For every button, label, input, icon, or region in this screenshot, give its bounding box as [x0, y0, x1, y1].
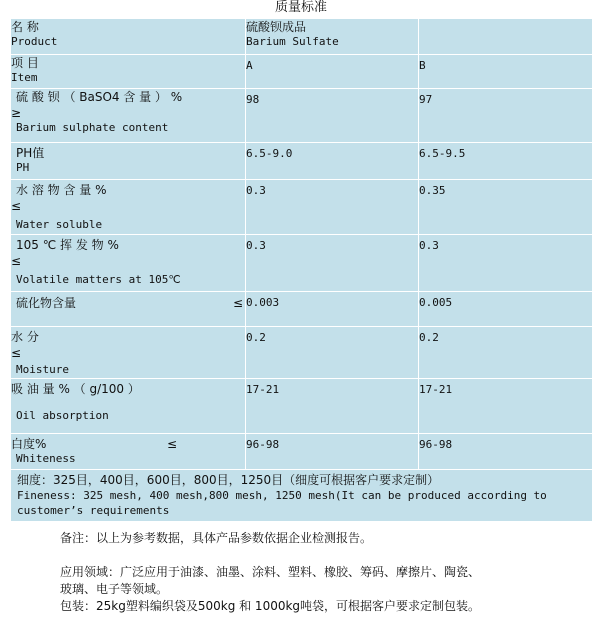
param-line: [11, 434, 245, 452]
value-b: 0.005: [419, 296, 453, 309]
value-b: 0.35: [419, 184, 446, 197]
value-b: 97: [419, 93, 433, 106]
value-a-cell: [246, 89, 419, 143]
value-b: 17-21: [419, 383, 453, 396]
param-name-zh: 水 分: [11, 330, 39, 344]
table-row: [11, 327, 593, 379]
grade-a-label: A: [246, 59, 253, 72]
table-row: [11, 19, 593, 55]
param-name-zh: 105 ℃ 挥 发 物 %: [16, 238, 119, 252]
product-name-cell: [246, 19, 419, 55]
item-label-cell: [11, 55, 246, 89]
param-name-en: PH: [16, 161, 30, 174]
remark-text: 备注：以上为参考数据，具体产品参数依据企业检测报告。: [60, 531, 373, 545]
param-cell: [11, 235, 246, 292]
value-a: 17-21: [246, 383, 280, 396]
param-cell: [11, 143, 246, 180]
table-row: [11, 89, 593, 143]
value-a: 0.3: [246, 184, 266, 197]
table-row: [11, 292, 593, 327]
product-label-cell: [11, 19, 246, 55]
value-b: 0.2: [419, 331, 439, 344]
param-symbol: ≤: [166, 437, 177, 451]
fineness-en: Fineness: 325 mesh, 400 mesh,800 mesh, 1250 mesh(It can be produced according to customer’s requirements: [17, 489, 547, 517]
value-b: 0.3: [419, 239, 439, 252]
value-b-cell: [419, 434, 593, 470]
param-symbol: ≤: [11, 254, 22, 268]
param-name-zh: 水 溶 物 含 量 %: [16, 183, 107, 197]
application-text-cont: 玻璃、电子等领域。: [60, 582, 169, 596]
param-name-en: Oil absorption: [16, 409, 109, 422]
value-a: 0.3: [246, 239, 266, 252]
table-row: [11, 434, 593, 470]
fineness-zh: 细度：325目，400目，600目，800目，1250目（细度可根据客户要求定制）: [17, 473, 440, 487]
value-a: 6.5-9.0: [246, 147, 293, 160]
item-label-zh: 项 目: [11, 56, 39, 70]
value-a-cell: [246, 143, 419, 180]
param-name-en: Whiteness: [16, 452, 76, 465]
value-a-cell: [246, 235, 419, 292]
param-name-en: Moisture: [16, 363, 69, 376]
grade-b-header: [419, 55, 593, 89]
param-symbol: ≤: [11, 199, 22, 213]
param-symbol: ≥: [11, 106, 22, 120]
param-name-en: Volatile matters at 105℃: [16, 273, 181, 286]
param-name-zh: 白度%: [11, 437, 47, 451]
param-cell: [11, 379, 246, 434]
value-a-cell: [246, 180, 419, 235]
param-cell: [11, 180, 246, 235]
table-row: [11, 55, 593, 89]
empty-cell: [419, 19, 593, 55]
value-b-cell: [419, 327, 593, 379]
param-name-en: Barium sulphate content: [16, 121, 169, 134]
value-b-cell: [419, 379, 593, 434]
item-label-en: Item: [11, 71, 38, 84]
param-symbol: ≤: [11, 346, 22, 360]
notes-section: [60, 530, 600, 615]
value-a-cell: [246, 379, 419, 434]
value-a-cell: [246, 292, 419, 327]
param-name-zh: 吸 油 量 % （ g/100 ）: [11, 382, 140, 396]
application-text: 应用领域：广泛应用于油漆、油墨、涂料、塑料、橡胶、筹码、摩擦片、陶瓷、: [60, 565, 481, 579]
value-b-cell: [419, 180, 593, 235]
page-title: 质量标准: [274, 0, 327, 15]
product-name-zh: 硫酸钡成品: [246, 20, 307, 34]
param-cell: [11, 434, 246, 470]
product-label-zh: 名 称: [11, 20, 39, 34]
packing-text: 包装：25kg塑料编织袋及500kg 和 1000kg吨袋，可根据客户要求定制包装。: [60, 599, 481, 613]
param-line: [11, 292, 245, 311]
value-a-cell: [246, 327, 419, 379]
value-b-cell: [419, 292, 593, 327]
param-name-zh: 硫化物含量: [16, 296, 77, 310]
value-a: 98: [246, 93, 260, 106]
value-b: 96-98: [419, 438, 453, 451]
table-row: [11, 379, 593, 434]
fineness-cell: [11, 470, 593, 522]
param-symbol: ≤: [232, 296, 243, 310]
value-a: 0.2: [246, 331, 266, 344]
table-row: [11, 143, 593, 180]
table-row: [11, 470, 593, 522]
value-b: 6.5-9.5: [419, 147, 466, 160]
grade-a-header: [246, 55, 419, 89]
value-a-cell: [246, 434, 419, 470]
param-name-en: Water soluble: [16, 218, 103, 231]
value-a: 96-98: [246, 438, 280, 451]
param-cell: [11, 292, 246, 327]
param-name-zh: 硫 酸 钡 （ BaSO4 含 量 ） %: [16, 90, 183, 104]
value-a: 0.003: [246, 296, 280, 309]
grade-b-label: B: [419, 59, 426, 72]
product-name-en: Barium Sulfate: [246, 35, 339, 48]
param-cell: [11, 327, 246, 379]
param-name-zh: PH值: [16, 146, 45, 160]
value-b-cell: [419, 89, 593, 143]
quality-standard-table: [10, 18, 593, 522]
table-row: [11, 235, 593, 292]
value-b-cell: [419, 235, 593, 292]
product-label-en: Product: [11, 35, 58, 48]
table-row: [11, 180, 593, 235]
value-b-cell: [419, 143, 593, 180]
param-cell: [11, 89, 246, 143]
